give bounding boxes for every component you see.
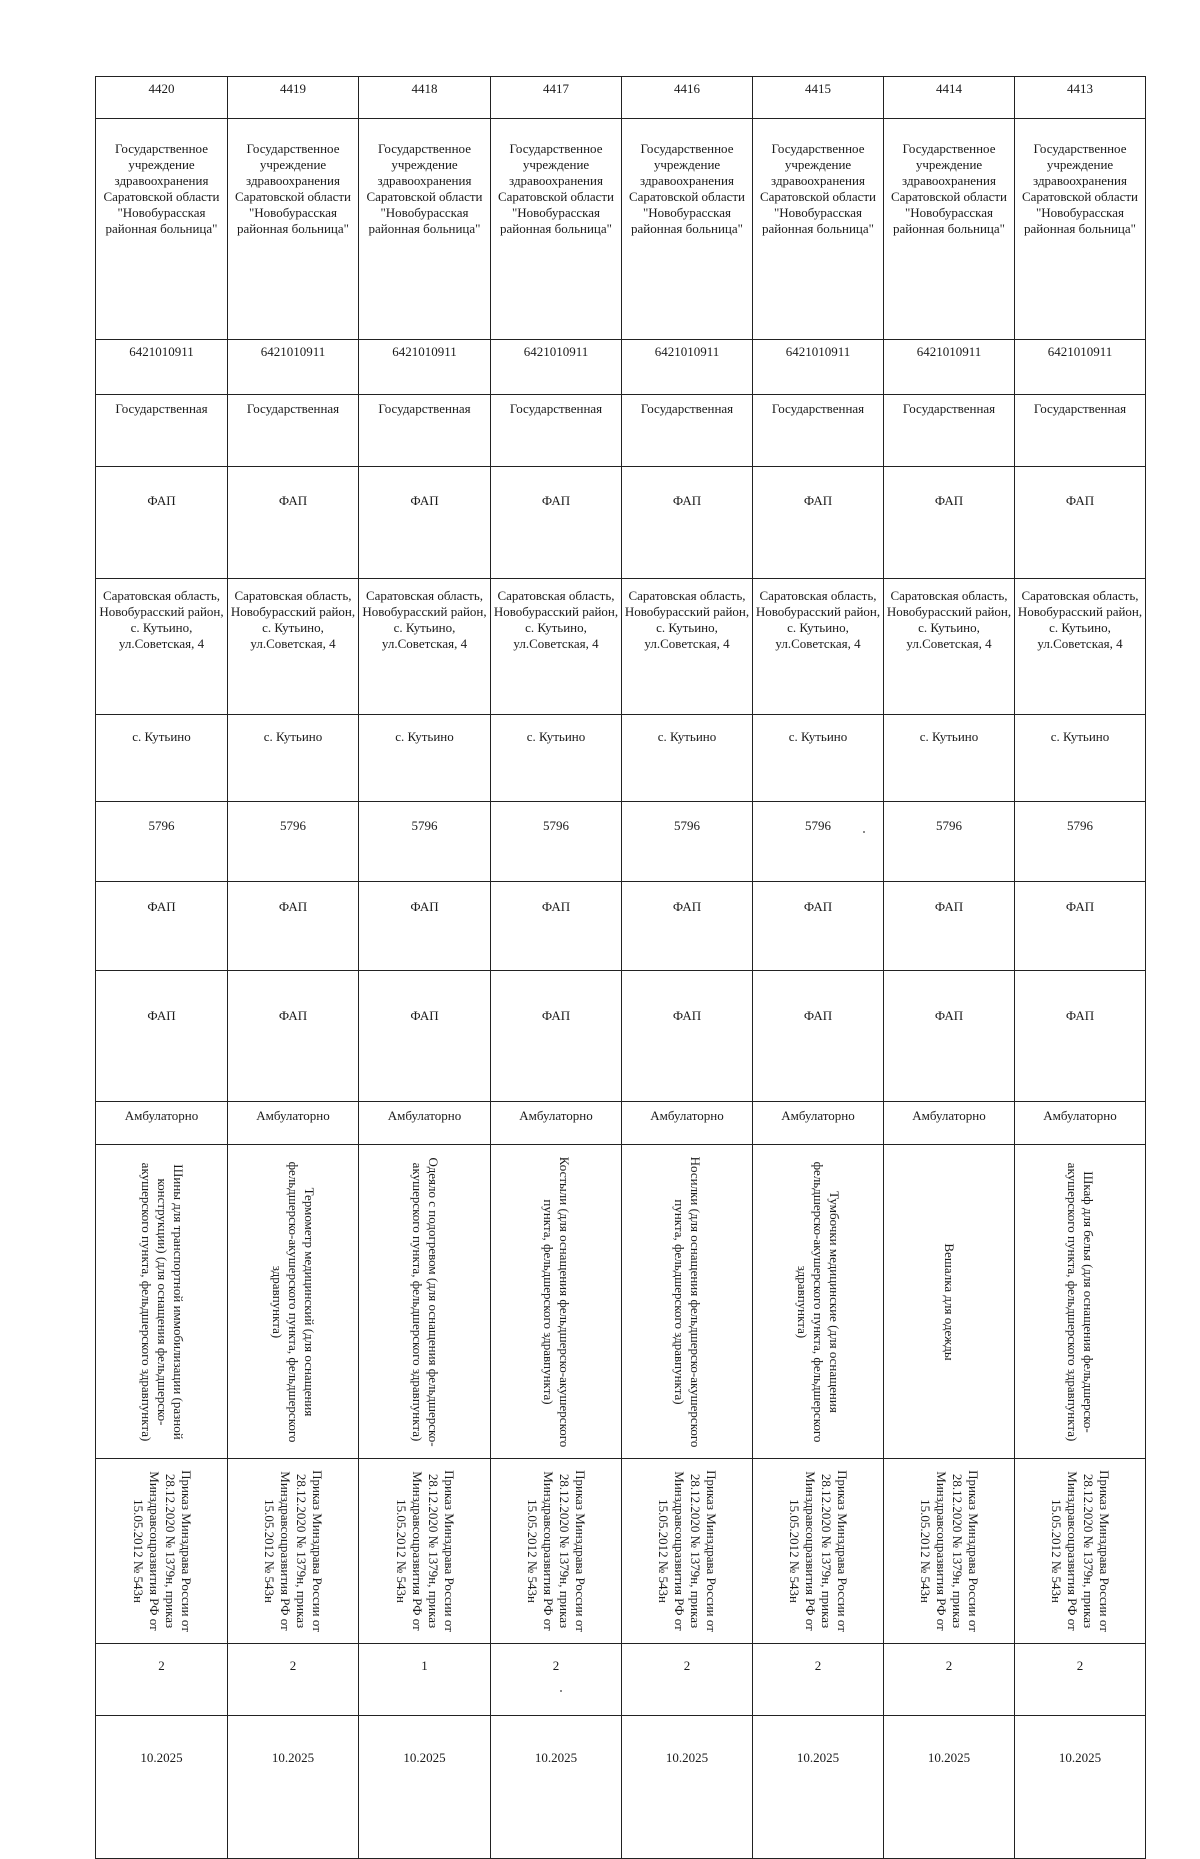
regulatory-document: Приказ Минздрава России от 28.12.2020 № 1379н, приказ Минздравсоцразвития РФ от 15.05.2012 № 543н <box>525 1470 588 1632</box>
facility-address: Саратовская область, Новобурасский район, с. Кутьино, ул.Советская, 4 <box>1017 588 1143 651</box>
table-cell <box>491 119 622 340</box>
population-count: 5796 <box>543 818 569 833</box>
table-row <box>96 1102 1146 1145</box>
equipment-quantity: 1 <box>421 1658 428 1673</box>
care-conditions: Амбулаторно <box>387 1108 462 1123</box>
table-cell <box>359 119 491 340</box>
record-number: 4420 <box>148 81 175 96</box>
table-cell <box>884 340 1015 395</box>
table-row <box>96 340 1146 395</box>
table-cell <box>359 802 491 882</box>
table-cell <box>1015 119 1146 340</box>
table-cell <box>228 579 359 715</box>
table-cell <box>96 340 228 395</box>
inn-cell: 6421010911 <box>1047 344 1113 359</box>
table-cell <box>491 1716 622 1859</box>
table-cell <box>622 119 753 340</box>
inn-cell: 6421010911 <box>916 344 982 359</box>
regulatory-document: Приказ Минздрава России от 28.12.2020 № 1379н, приказ Минздравсоцразвития РФ от 15.05.2012 № 543н <box>393 1470 457 1632</box>
table-cell <box>753 119 884 340</box>
table-row <box>96 1716 1146 1859</box>
supply-date: 10.2025 <box>665 1750 709 1765</box>
table-cell <box>491 715 622 802</box>
table-cell <box>491 467 622 579</box>
subdivision-profile: ФАП <box>803 1008 833 1023</box>
record-number: 4416 <box>674 81 700 96</box>
organization-name: Государственное учреждение здравоохранения Саратовской области "Новобурасская районная больница" <box>759 141 877 236</box>
regulatory-document: Приказ Минздрава России от 28.12.2020 № 1379н, приказ Минздравсоцразвития РФ от 15.05.2012 № 543н <box>918 1470 981 1632</box>
table-cell <box>884 1145 1015 1459</box>
table-cell <box>491 340 622 395</box>
table-cell <box>1015 802 1146 882</box>
table-cell <box>884 1716 1015 1859</box>
table-cell <box>96 882 228 971</box>
care-conditions: Амбулаторно <box>256 1108 330 1123</box>
table-row <box>96 1459 1146 1644</box>
facility-address: Саратовская область, Новобурасский район, с. Кутьино, ул.Советская, 4 <box>493 588 619 651</box>
table-cell <box>884 119 1015 340</box>
table-cell <box>884 971 1015 1102</box>
care-conditions: Амбулаторно <box>650 1108 724 1123</box>
table-cell <box>228 1716 359 1859</box>
inn-cell: 6421010911 <box>392 344 457 359</box>
care-conditions: Амбулаторно <box>781 1108 855 1123</box>
subdivision-name: ФАП <box>541 899 571 914</box>
equipment-quantity: 2 <box>814 1658 822 1673</box>
table-cell <box>491 971 622 1102</box>
population-count: 5796 <box>280 818 306 833</box>
organization-name: Государственное учреждение здравоохранения Саратовской области "Новобурасская районная больница" <box>890 141 1008 236</box>
table-cell <box>1015 579 1146 715</box>
supply-date: 10.2025 <box>403 1750 446 1765</box>
record-number: 4415 <box>805 81 831 96</box>
table-cell <box>622 882 753 971</box>
subdivision-profile: ФАП <box>410 1008 439 1023</box>
table-cell <box>228 971 359 1102</box>
table-row <box>96 119 1146 340</box>
locality-name: с. Кутьино <box>395 729 454 744</box>
table-cell <box>96 77 228 119</box>
table-row <box>96 579 1146 715</box>
table-cell <box>753 1102 884 1145</box>
regulatory-document: Приказ Минздрава России от 28.12.2020 № 1379н, приказ Минздравсоцразвития РФ от 15.05.2012 № 543н <box>262 1470 325 1632</box>
subdivision-profile: ФАП <box>541 1008 571 1023</box>
inn-cell: 6421010911 <box>523 344 589 359</box>
table-cell <box>753 395 884 467</box>
table-cell <box>491 77 622 119</box>
table-cell <box>622 1644 753 1716</box>
ownership-form: Государственная <box>378 401 471 416</box>
subdivision-name: ФАП <box>147 899 176 914</box>
supply-date: 10.2025 <box>140 1750 183 1765</box>
table-cell <box>96 395 228 467</box>
population-count: 5796 <box>411 818 438 833</box>
subdivision-profile: ФАП <box>278 1008 308 1023</box>
table-cell <box>359 1102 491 1145</box>
scan-speck <box>863 831 865 833</box>
table-cell <box>228 340 359 395</box>
facility-address: Саратовская область, Новобурасский район, с. Кутьино, ул.Советская, 4 <box>886 588 1012 651</box>
organization-name: Государственное учреждение здравоохранения Саратовской области "Новобурасская районная больница" <box>497 141 615 236</box>
table-cell <box>1015 77 1146 119</box>
locality-name: с. Кутьино <box>526 729 586 744</box>
table-cell <box>884 77 1015 119</box>
table-cell <box>753 1716 884 1859</box>
supply-date: 10.2025 <box>271 1750 315 1765</box>
organization-name: Государственное учреждение здравоохранения Саратовской области "Новобурасская районная больница" <box>366 141 483 236</box>
table-cell <box>753 467 884 579</box>
organization-name: Государственное учреждение здравоохранения Саратовской области "Новобурасская районная больница" <box>1021 141 1139 236</box>
subdivision-profile: ФАП <box>1065 1008 1095 1023</box>
organization-name: Государственное учреждение здравоохранения Саратовской области "Новобурасская районная больница" <box>628 141 746 236</box>
table-cell <box>491 882 622 971</box>
table-cell <box>359 395 491 467</box>
table-cell <box>622 715 753 802</box>
population-count: 5796 <box>674 818 700 833</box>
table-cell <box>228 1145 359 1459</box>
locality-name: с. Кутьино <box>132 729 191 744</box>
table-cell <box>622 1716 753 1859</box>
table-cell <box>622 971 753 1102</box>
record-number: 4417 <box>543 81 569 96</box>
record-number: 4413 <box>1067 81 1093 96</box>
equipment-quantity: 2 <box>289 1658 297 1673</box>
table-cell <box>1015 715 1146 802</box>
table-cell <box>228 802 359 882</box>
table-cell <box>884 802 1015 882</box>
subdivision-profile: ФАП <box>147 1008 176 1023</box>
ownership-form: Государственная <box>902 401 996 416</box>
table-cell <box>753 1459 884 1644</box>
ownership-form: Государственная <box>640 401 734 416</box>
care-conditions: Амбулаторно <box>912 1108 986 1123</box>
table-cell <box>622 340 753 395</box>
regulatory-document: Приказ Минздрава России от 28.12.2020 № 1379н, приказ Минздравсоцразвития РФ от 15.05.2012 № 543н <box>787 1470 850 1632</box>
equipment-name: Термометр медицинский (для оснащения фельдшерско-акушерского пункта, фельдшерского здравпункта) <box>270 1161 317 1442</box>
care-conditions: Амбулаторно <box>519 1108 593 1123</box>
table-cell <box>96 119 228 340</box>
equipment-name: Носилки (для оснащения фельдшерско-акушерского пункта, фельдшерского здравпункта) <box>672 1156 703 1447</box>
table-cell <box>491 802 622 882</box>
subdivision-name: ФАП <box>410 899 439 914</box>
locality-name: с. Кутьино <box>657 729 717 744</box>
table-cell <box>1015 882 1146 971</box>
table-cell <box>622 77 753 119</box>
table-cell <box>622 467 753 579</box>
table-cell <box>96 971 228 1102</box>
table-cell <box>96 1716 228 1859</box>
supply-date: 10.2025 <box>534 1750 578 1765</box>
table-cell <box>359 1459 491 1644</box>
record-number: 4419 <box>280 81 306 96</box>
locality-name: с. Кутьино <box>788 729 848 744</box>
facility-address: Саратовская область, Новобурасский район, с. Кутьино, ул.Советская, 4 <box>362 588 487 651</box>
table-cell <box>622 1145 753 1459</box>
care-conditions: Амбулаторно <box>1043 1108 1117 1123</box>
table-cell <box>96 1459 228 1644</box>
table-row <box>96 467 1146 579</box>
equipment-name: Одеяло с подогревом (для оснащения фельдшерско-акушерского пункта, фельдшерского здравпункта) <box>409 1156 441 1447</box>
population-count: 5796 <box>805 818 831 833</box>
equipment-name: Шины для транспортной иммобилизации (разной конструкции) (для оснащения фельдшерско-акушерского пункта, фельдшерского здравпункта) <box>138 1162 186 1441</box>
table-cell <box>884 467 1015 579</box>
table-cell <box>359 579 491 715</box>
subdivision-profile: ФАП <box>672 1008 702 1023</box>
organization-name: Государственное учреждение здравоохранения Саратовской области "Новобурасская районная больница" <box>234 141 352 236</box>
equipment-quantity: 2 <box>158 1658 165 1673</box>
regulatory-document: Приказ Минздрава России от 28.12.2020 № 1379н, приказ Минздравсоцразвития РФ от 15.05.2012 № 543н <box>1049 1470 1112 1632</box>
table-cell <box>228 77 359 119</box>
table-cell <box>96 715 228 802</box>
facility-type: ФАП <box>803 493 833 508</box>
table-cell <box>1015 1102 1146 1145</box>
table-cell <box>359 882 491 971</box>
table-cell <box>359 715 491 802</box>
regulatory-document: Приказ Минздрава России от 28.12.2020 № 1379н, приказ Минздравсоцразвития РФ от 15.05.2012 № 543н <box>130 1470 194 1632</box>
equipment-quantity: 2 <box>945 1658 953 1673</box>
table-cell <box>622 1459 753 1644</box>
table-cell <box>1015 395 1146 467</box>
table-cell <box>1015 1145 1146 1459</box>
table-row <box>96 715 1146 802</box>
table-cell <box>228 715 359 802</box>
ownership-form: Государственная <box>771 401 865 416</box>
table-cell <box>1015 1459 1146 1644</box>
supply-date: 10.2025 <box>927 1750 971 1765</box>
table-cell <box>753 882 884 971</box>
facility-address: Саратовская область, Новобурасский район, с. Кутьино, ул.Советская, 4 <box>230 588 356 651</box>
population-count: 5796 <box>1067 818 1093 833</box>
table-cell <box>96 1644 228 1716</box>
equipment-name: Костыли (для оснащения фельдшерско-акушерского пункта, фельдшерского здравпункта) <box>541 1156 572 1447</box>
table-cell <box>96 579 228 715</box>
subdivision-name: ФАП <box>278 899 308 914</box>
table-cell <box>1015 971 1146 1102</box>
table-row <box>96 882 1146 971</box>
table-cell <box>1015 1644 1146 1716</box>
table-cell <box>1015 340 1146 395</box>
table-row <box>96 971 1146 1102</box>
table-cell <box>96 1102 228 1145</box>
equipment-name: Шкаф для белья (для оснащения фельдшерско-акушерского пункта, фельдшерского здравпункта) <box>1065 1162 1096 1441</box>
scan-speck <box>560 1690 562 1692</box>
facility-type: ФАП <box>147 493 176 508</box>
table-cell <box>753 715 884 802</box>
table-row <box>96 1145 1146 1459</box>
supply-date: 10.2025 <box>796 1750 840 1765</box>
equipment-name: Вешалка для одежды <box>942 1242 957 1361</box>
table-cell <box>753 77 884 119</box>
facility-type: ФАП <box>1065 493 1095 508</box>
table-cell <box>228 467 359 579</box>
table-cell <box>96 1145 228 1459</box>
table-cell <box>359 1716 491 1859</box>
table-cell <box>228 119 359 340</box>
table-cell <box>753 579 884 715</box>
table-cell <box>359 1644 491 1716</box>
table-cell <box>884 395 1015 467</box>
table-cell <box>884 1644 1015 1716</box>
ownership-form: Государственная <box>509 401 603 416</box>
table-cell <box>359 467 491 579</box>
table-cell <box>884 882 1015 971</box>
table-cell <box>96 802 228 882</box>
table-row <box>96 1644 1146 1716</box>
table-row <box>96 802 1146 882</box>
inn-cell: 6421010911 <box>129 344 194 359</box>
regulatory-document: Приказ Минздрава России от 28.12.2020 № 1379н, приказ Минздравсоцразвития РФ от 15.05.2012 № 543н <box>656 1470 719 1632</box>
inn-cell: 6421010911 <box>785 344 851 359</box>
record-number: 4414 <box>936 81 962 96</box>
table-cell <box>359 340 491 395</box>
population-count: 5796 <box>148 818 175 833</box>
table-cell <box>884 1459 1015 1644</box>
table-cell <box>228 1102 359 1145</box>
table-cell <box>228 395 359 467</box>
locality-name: с. Кутьино <box>1050 729 1110 744</box>
facility-address: Саратовская область, Новобурасский район, с. Кутьино, ул.Советская, 4 <box>624 588 750 651</box>
table-cell <box>753 1644 884 1716</box>
table-cell <box>1015 1716 1146 1859</box>
table-cell <box>884 579 1015 715</box>
table-cell <box>753 340 884 395</box>
subdivision-name: ФАП <box>1065 899 1095 914</box>
equipment-name: Тумбочки медицинские (для оснащения фельдшерско-акушерского пункта, фельдшерского здравпункта) <box>795 1161 842 1442</box>
table-cell <box>491 579 622 715</box>
facility-address: Саратовская область, Новобурасский район, с. Кутьино, ул.Советская, 4 <box>755 588 881 651</box>
facility-address: Саратовская область, Новобурасский район, с. Кутьино, ул.Советская, 4 <box>99 588 224 651</box>
subdivision-name: ФАП <box>934 899 964 914</box>
care-conditions: Амбулаторно <box>124 1108 199 1123</box>
table-cell <box>359 1145 491 1459</box>
ownership-form: Государственная <box>1033 401 1127 416</box>
table-cell <box>96 467 228 579</box>
equipment-table <box>95 76 1146 1859</box>
table-cell <box>491 1102 622 1145</box>
ownership-form: Государственная <box>115 401 208 416</box>
subdivision-profile: ФАП <box>934 1008 964 1023</box>
table-cell <box>359 77 491 119</box>
locality-name: с. Кутьино <box>919 729 979 744</box>
table-cell <box>228 1459 359 1644</box>
table-cell <box>228 1644 359 1716</box>
equipment-quantity: 2 <box>552 1658 560 1673</box>
equipment-quantity: 2 <box>683 1658 691 1673</box>
table-cell <box>622 395 753 467</box>
table-cell <box>1015 467 1146 579</box>
table-row <box>96 77 1146 119</box>
ownership-form: Государственная <box>246 401 340 416</box>
subdivision-name: ФАП <box>672 899 702 914</box>
subdivision-name: ФАП <box>803 899 833 914</box>
table-cell <box>228 882 359 971</box>
equipment-quantity: 2 <box>1076 1658 1084 1673</box>
facility-type: ФАП <box>541 493 571 508</box>
table-cell <box>622 579 753 715</box>
table-row <box>96 395 1146 467</box>
table-cell <box>622 1102 753 1145</box>
table-cell <box>753 971 884 1102</box>
table-cell <box>884 1102 1015 1145</box>
facility-type: ФАП <box>278 493 308 508</box>
table-cell <box>359 971 491 1102</box>
table-cell <box>491 1459 622 1644</box>
inn-cell: 6421010911 <box>654 344 720 359</box>
population-count: 5796 <box>936 818 962 833</box>
inn-cell: 6421010911 <box>260 344 326 359</box>
record-number: 4418 <box>411 81 438 96</box>
organization-name: Государственное учреждение здравоохранения Саратовской области "Новобурасская районная больница" <box>103 141 220 236</box>
table-cell <box>753 802 884 882</box>
facility-type: ФАП <box>934 493 964 508</box>
locality-name: с. Кутьино <box>263 729 323 744</box>
table-cell <box>491 1145 622 1459</box>
facility-type: ФАП <box>672 493 702 508</box>
table-cell <box>884 715 1015 802</box>
table-cell <box>622 802 753 882</box>
supply-date: 10.2025 <box>1058 1750 1102 1765</box>
table-cell <box>491 395 622 467</box>
facility-type: ФАП <box>410 493 439 508</box>
table-cell <box>491 1644 622 1716</box>
table-cell <box>753 1145 884 1459</box>
